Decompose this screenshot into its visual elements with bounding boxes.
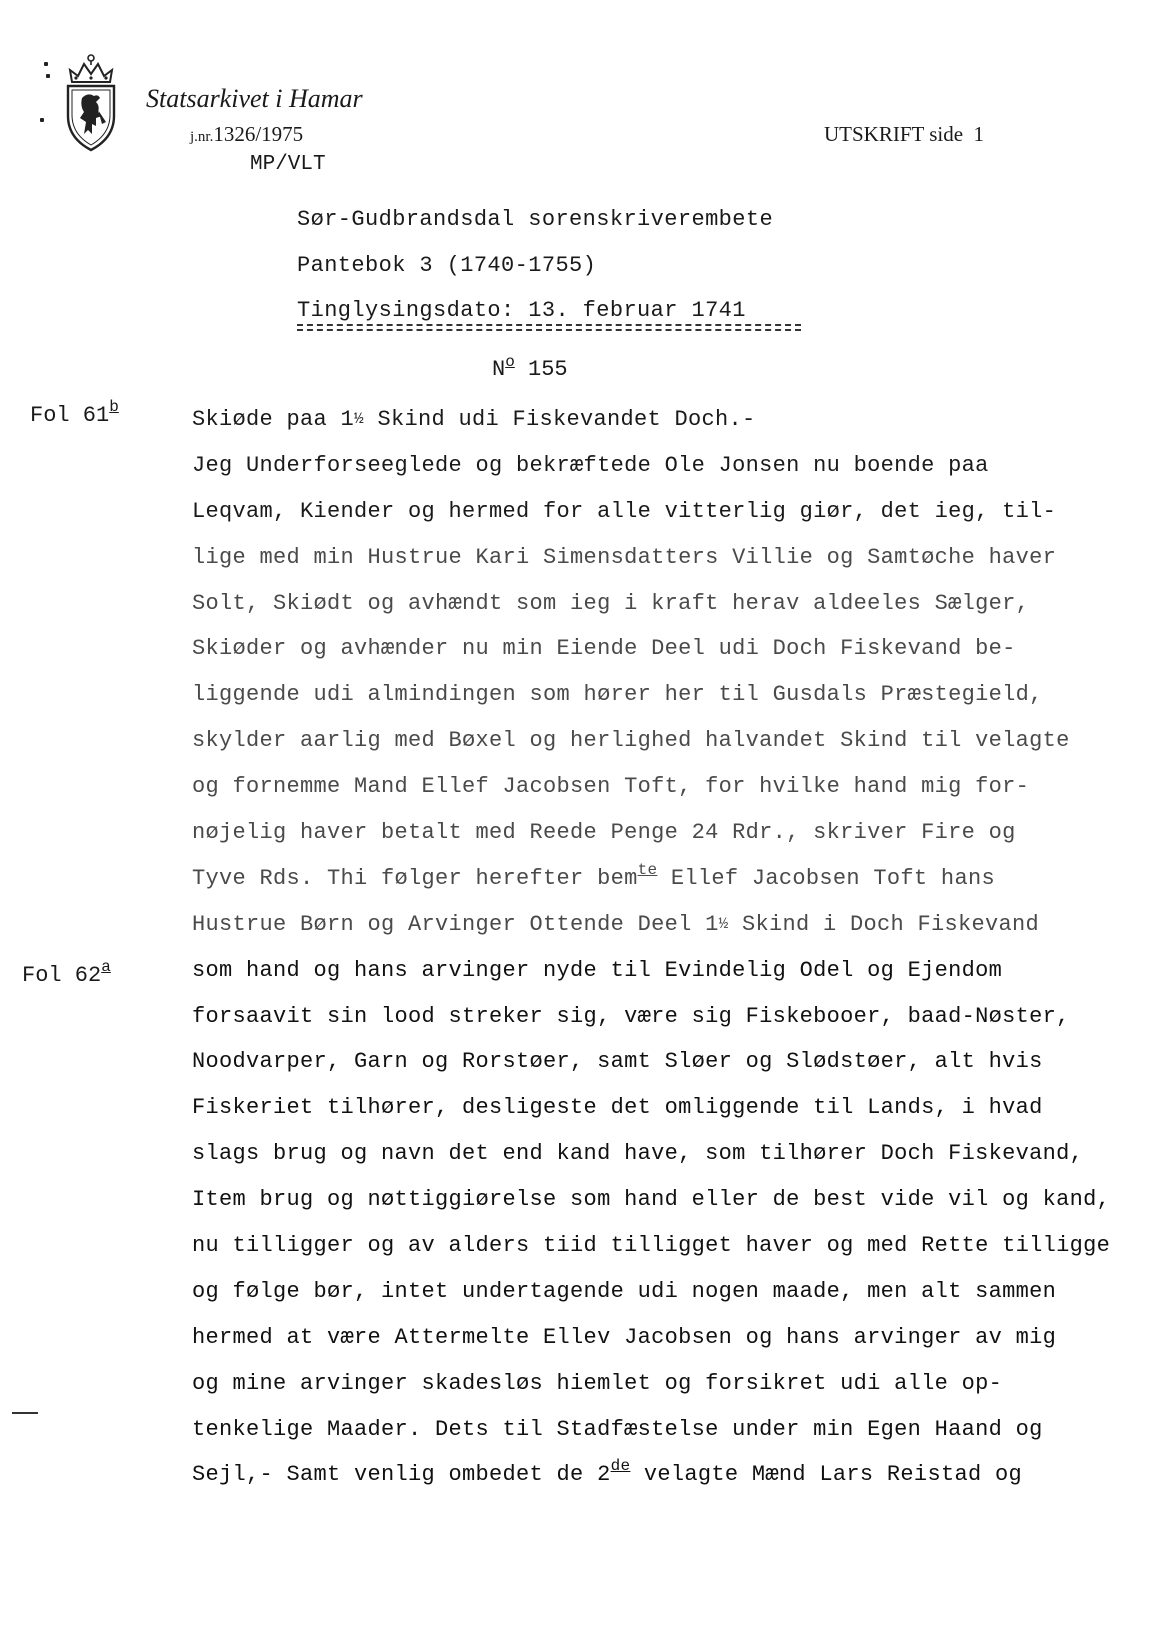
mortgage-book: Pantebok 3 (1740-1755) — [297, 253, 597, 278]
entry-number-value: 155 — [528, 357, 568, 382]
text-line: tenkelige Maader. Dets til Stadfæstelse under min Egen Haand og — [192, 1416, 1043, 1442]
text-line: og mine arvinger skadesløs hiemlet og forsikret udi alle op- — [192, 1370, 1003, 1396]
text-line: liggende udi almindingen som hører her til Gusdals Præstegield, — [192, 682, 1043, 708]
text-line: Jeg Underforseeglede og bekræftede Ole Jonsen nu boende paa — [192, 452, 989, 478]
double-underline — [297, 324, 801, 332]
institution-name: Statsarkivet i Hamar — [146, 84, 363, 113]
text-line: Tyve Rds. Thi følger herefter bem$^{te}$ Ellef Jacobsen Toft hans — [192, 860, 995, 891]
text-line: Item brug og nøttiggiørelse som hand eller de best vide vil og kand, — [192, 1187, 1111, 1213]
text-line: Fiskeriet tilhører, desligeste det omliggende til Lands, i hvad — [192, 1095, 1043, 1121]
deed-text — [192, 397, 1122, 1498]
text-line: nøjelig haver betalt med Reede Penge 24 Rdr., skriver Fire og — [192, 820, 1016, 846]
entry-prefix: N — [492, 357, 506, 382]
transcript-page-number: 1 — [973, 122, 985, 146]
punch-mark — [44, 62, 48, 66]
text-line: Skiøde paa 1½ Skind udi Fiskevandet Doch.- — [192, 407, 756, 432]
transcript-label: UTSKRIFT side — [824, 122, 964, 146]
text-line: Skiøder og avhænder nu min Eiende Deel udi Doch Fiskevand be- — [192, 636, 1016, 662]
text-line: lige med min Hustrue Kari Simensdatters Villie og Samtøche haver — [192, 544, 1057, 570]
court-office: Sør-Gudbrandsdal sorenskriverembete — [297, 207, 774, 232]
transcript-page-label — [824, 122, 984, 147]
text-line: nu tilligger og av alders tiid tilligget haver og med Rette tilligge — [192, 1233, 1111, 1259]
margin-folio: Fol 62$^a$ — [22, 958, 111, 988]
punch-mark — [46, 74, 50, 78]
margin-dash — [12, 1412, 38, 1414]
text-line: og fornemme Mand Ellef Jacobsen Toft, for hvilke hand mig for- — [192, 774, 1030, 800]
text-line: Noodvarper, Garn og Rorstøer, samt Sløer og Slødstøer, alt hvis — [192, 1049, 1043, 1075]
punch-mark — [40, 118, 44, 122]
text-line: hermed at være Attermelte Ellev Jacobsen og hans arvinger av mig — [192, 1324, 1057, 1350]
margin-folio: Fol 61$^b$ — [30, 398, 119, 428]
text-line: som hand og hans arvinger nyde til Evindelig Odel og Ejendom — [192, 957, 1003, 983]
text-line: Leqvam, Kiender og hermed for alle vitterlig giør, det ieg, til- — [192, 498, 1057, 524]
journal-number — [190, 122, 303, 147]
text-line: forsaavit sin lood streker sig, være sig Fiskebooer, baad-Nøster, — [192, 1003, 1070, 1029]
entry-prefix-sup: o — [505, 353, 515, 371]
entry-number — [492, 353, 568, 382]
text-line: Sejl,- Samt venlig ombedet de 2de velagte Mænd Lars Reistad og — [192, 1457, 1022, 1488]
text-line: slags brug og navn det end kand have, som tilhører Doch Fiskevand, — [192, 1141, 1084, 1167]
text-line: og følge bør, intet undertagende udi nogen maade, men alt sammen — [192, 1278, 1057, 1304]
coat-of-arms-icon — [62, 52, 120, 154]
case-initials: MP/VLT — [250, 153, 326, 176]
text-line: Hustrue Børn og Arvinger Ottende Deel 1½ Skind i Doch Fiskevand — [192, 911, 1040, 937]
text-line: skylder aarlig med Bøxel og herlighed halvandet Skind til velagte — [192, 728, 1070, 754]
text-line: Solt, Skiødt og avhændt som ieg i kraft herav aldeeles Sælger, — [192, 590, 1030, 616]
registration-date: Tinglysingsdato: 13. februar 1741 — [297, 298, 746, 323]
journal-number-value: 1326/1975 — [213, 122, 304, 146]
journal-number-label: j.nr. — [190, 129, 214, 145]
